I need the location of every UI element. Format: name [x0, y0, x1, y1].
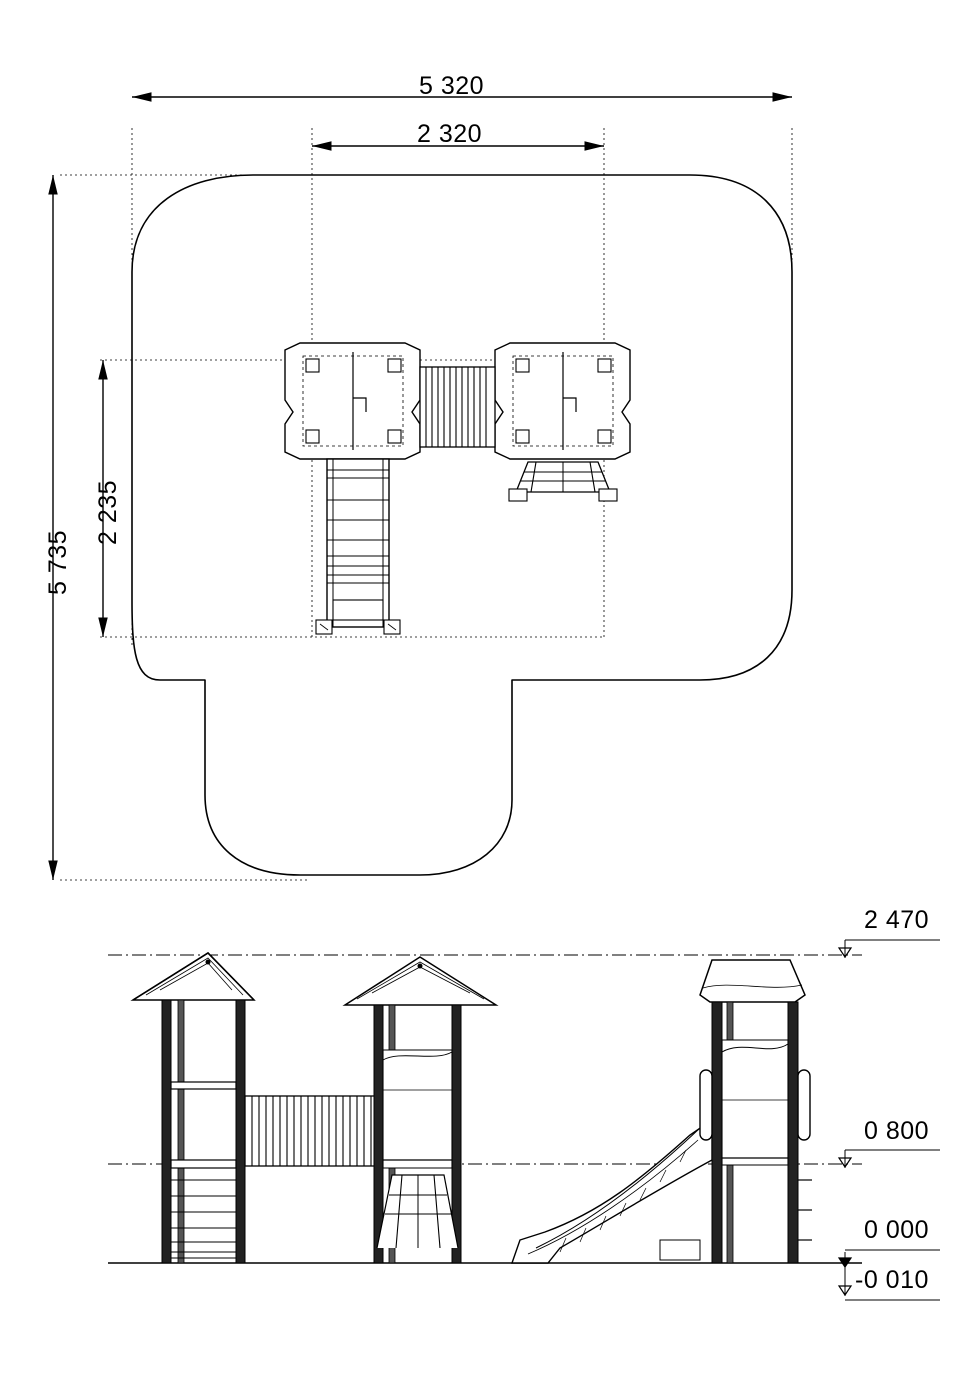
- dim-label-overall-width: 5 320: [419, 72, 485, 100]
- plan-tunnel: [420, 367, 495, 447]
- elev-left-tower: [133, 953, 254, 1263]
- level-label-minus0010: -0 010: [855, 1266, 929, 1294]
- dim-label-overall-height: 5 735: [44, 529, 72, 595]
- plan-view-group: [53, 97, 792, 880]
- elev-right-tower: [700, 960, 812, 1263]
- dim-label-inner-width: 2 320: [417, 120, 483, 148]
- elev-tunnel: [245, 1096, 375, 1166]
- elev-slide: [512, 1120, 712, 1263]
- plan-equipment: [285, 343, 630, 634]
- level-label-0800: 0 800: [864, 1117, 930, 1145]
- dim-label-inner-height: 2 235: [94, 479, 122, 545]
- plan-slide: [316, 459, 400, 634]
- level-label-2470: 2 470: [864, 906, 930, 934]
- elevation-view-group: [108, 940, 940, 1300]
- plan-stair: [509, 462, 617, 501]
- level-label-0000: 0 000: [864, 1216, 930, 1244]
